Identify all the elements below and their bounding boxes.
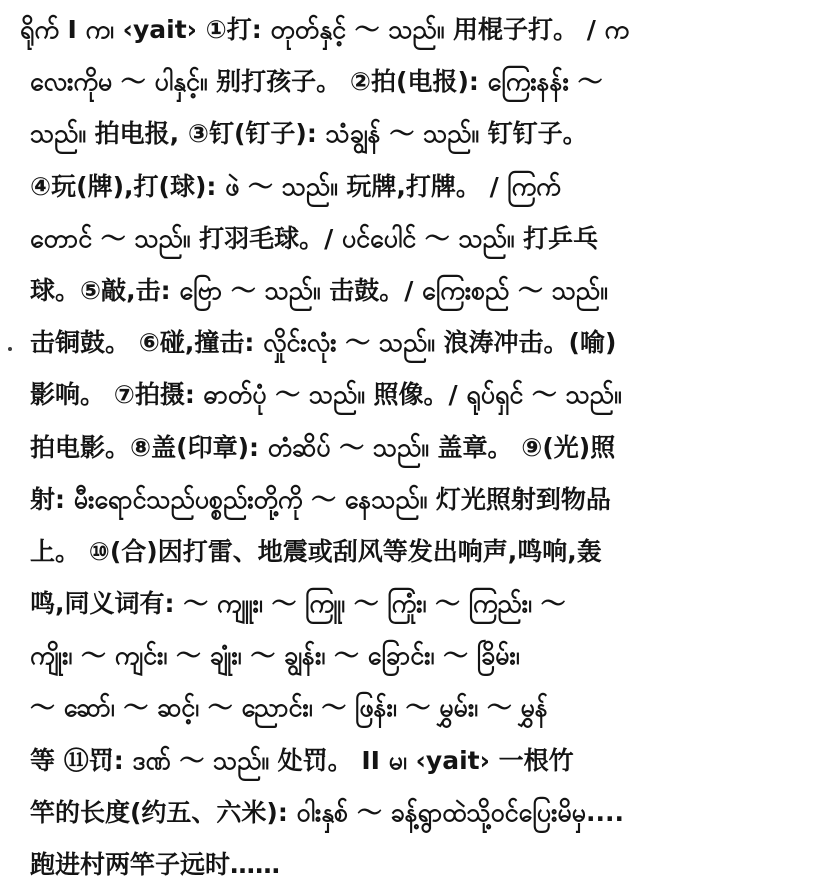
entry-line-13: ကျိုး၊ ～ ကျင်း၊ ～ ချုံး၊ ～ ချွန်း၊ ～ ခြောင်း၊ ～ ခြိမ်း၊ xyxy=(30,641,520,671)
margin-dot xyxy=(8,347,12,351)
entry-line-7: 击铜鼓。 ⑥碰,撞击: လှိုင်းလုံး ～ သည်။ 浪涛冲击。(喻) xyxy=(30,328,617,358)
dictionary-entry xyxy=(20,4,820,891)
entry-line-5: တောင် ～ သည်။ 打羽毛球。/ ပင်ပေါင် ～ သည်။ 打乒乓 xyxy=(30,223,599,253)
entry-line-8: 影响。 ⑦拍摄: ဓာတ်ပုံ ～ သည်။ 照像。/ ရုပ်ရှင် ～ သည်။ xyxy=(30,380,622,410)
entry-line-6: 球。⑤敲,击: ဗြော ～ သည်။ 击鼓。/ ကြေးစည် ～ သည်။ xyxy=(30,275,608,305)
entry-line-14: ～ ဆော်၊ ～ ဆင့်၊ ～ ညောင်း၊ ～ ဖြန်း၊ ～ မွှမ်း၊ ～ မွှန် xyxy=(30,693,548,723)
entry-line-2: လေးကိုမ ～ ပါနှင့်။ 别打孩子。 ②拍(电报): ကြေးနန်း ～ xyxy=(30,67,603,97)
entry-line-10: 射: မီးရောင်သည်ပစ္စည်းတို့ကို ～ နေသည်။ 灯光照射到物品 xyxy=(30,484,611,514)
entry-line-12: 鸣,同义词有: ～ ကျူး၊ ～ ကြူ၊ ～ ကြုံး၊ ～ ကြည်း၊ ～ xyxy=(30,589,566,619)
entry-line-17: 跑进村两竿子远时…… xyxy=(30,850,281,879)
entry-line-9: 拍电影。⑧盖(印章): တံဆိပ် ～ သည်။ 盖章。 ⑨(光)照 xyxy=(30,432,616,462)
entry-line-4: ④玩(牌),打(球): ဖဲ ～ သည်။ 玩牌,打牌。 / ကြက် xyxy=(30,171,561,201)
entry-line-11: 上。 ⑩(合)因打雷、地震或刮风等发出响声,鸣响,轰 xyxy=(30,536,602,566)
entry-line-1: ရိုက် I က၊ ‹yait› ①打: တုတ်နှင့် ～ သည်။ 用棍子打。 / က xyxy=(20,15,629,44)
entry-line-16: 竿的长度(约五、六米): ဝါးနှစ် ～ ခန့်ရွာထဲသို့ဝင်ပြေးမိမှ.... xyxy=(30,797,624,827)
entry-line-15: 等 ⑪罚: ဒဏ် ～ သည်။ 处罚。 II မ၊ ‹yait› 一根竹 xyxy=(30,745,574,775)
entry-line-3: သည်။ 拍电报, ③钉(钉子): သံချွန် ～ သည်။ 钉钉子。 xyxy=(30,119,588,149)
